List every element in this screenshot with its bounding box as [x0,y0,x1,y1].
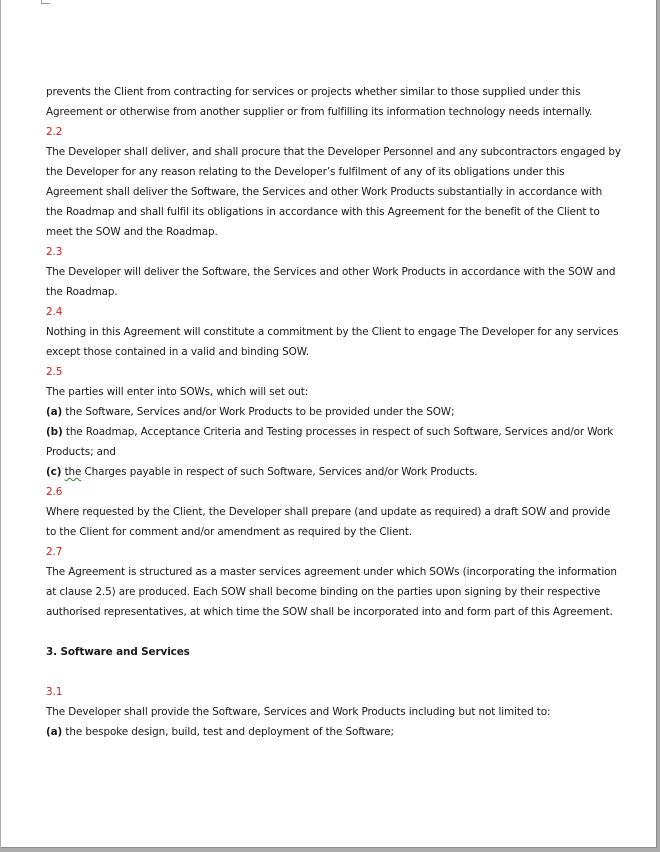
clause-number-2-5: 2.5 [46,366,63,378]
document-body [46,82,621,742]
list-label-c: (c) [46,466,62,478]
list-item-3a [46,722,621,742]
clause-number-2-6: 2.6 [46,486,63,498]
list-item-c [46,462,621,482]
clause-number-2-7: 2.7 [46,546,63,558]
document-page [1,0,657,848]
clause-2-2-text: The Developer shall deliver, and shall procure that the Developer Personnel and any subcontractors engaged by the Developer for any reason relating to the Developer’s fulfilment of any of its obligations under this Agreement shall deliver the Software, the Services and other Work Products substantially in accordance with the Roadmap and shall fulfil its obligations in accordance with this Agreement for the benefit of the Client to meet the SOW and the Roadmap. [46,146,621,238]
clause-2-3-text: The Developer will deliver the Software, the Services and other Work Products in accordance with the SOW and the Roadmap. [46,266,616,298]
list-text-c: Charges payable in respect of such Software, Services and/or Work Products. [81,466,478,478]
clause-number-2-3: 2.3 [46,246,63,258]
list-text-3a: the bespoke design, build, test and deployment of the Software; [62,726,394,738]
list-label-3a: (a) [46,726,63,738]
clause-2-5-text: The parties will enter into SOWs, which will set out: [46,386,309,398]
list-label-a: (a) [46,406,63,418]
clause-number-2-4: 2.4 [46,306,63,318]
list-text-b: the Roadmap, Acceptance Criteria and Testing processes in respect of such Software, Services and/or Work Products; and [46,426,614,458]
list-item-a [46,402,621,422]
list-label-b: (b) [46,426,63,438]
clause-2-6-text: Where requested by the Client, the Developer shall prepare (and update as required) a draft SOW and provide to the Client for comment and/or amendment as required by the Client. [46,506,611,538]
clause-2-7-text: The Agreement is structured as a master services agreement under which SOWs (incorporating the information at clause 2.5) are produced. Each SOW shall become binding on the parties upon signing by their respective authorised representatives, at which time the SOW shall be incorporated into and form part of this Agreement. [46,566,617,618]
list-text-a: the Software, Services and/or Work Products to be provided under the SOW; [62,406,455,418]
grammar-flagged-word: the [64,466,82,478]
page-corner-mark [41,0,50,4]
clause-number-3-1: 3.1 [46,686,63,698]
clause-3-1-text: The Developer shall provide the Software, Services and Work Products including but not limited to: [46,706,551,718]
section-heading-3: 3. Software and Services [46,646,190,658]
list-item-b [46,422,621,462]
clause-2-1-continuation: prevents the Client from contracting for services or projects whether similar to those supplied under this Agreement or otherwise from another supplier or from fulfilling its information technology needs internally. [46,86,593,118]
clause-number-2-2: 2.2 [46,126,63,138]
clause-2-4-text: Nothing in this Agreement will constitute a commitment by the Client to engage The Developer for any services except those contained in a valid and binding SOW. [46,326,619,358]
